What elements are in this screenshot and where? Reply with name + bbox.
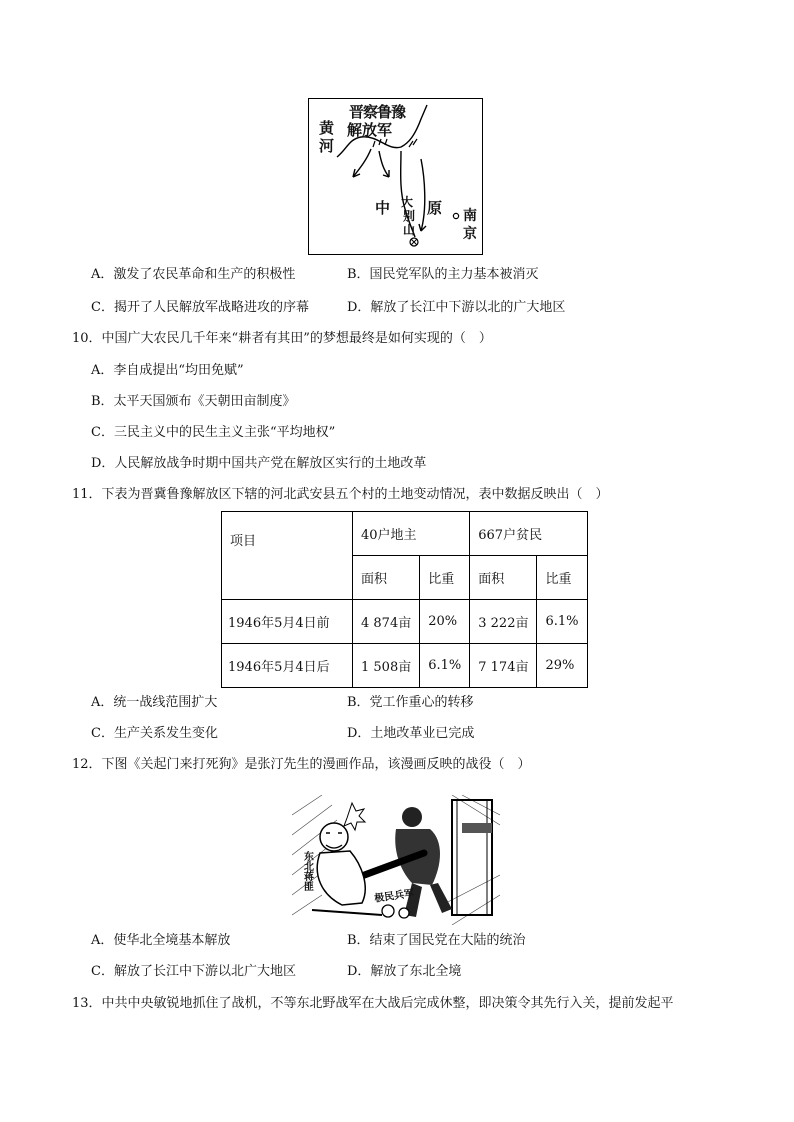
q12-option-c[interactable]: C．解放了长江中下游以北广大地区 — [91, 964, 296, 979]
table-cell: 3 222亩 — [470, 600, 537, 644]
cartoon-label-enemy: 东北蒋匪 — [304, 852, 314, 893]
map-label-nan: 南 — [463, 208, 477, 224]
table-subheader-cell: 比重 — [420, 556, 470, 600]
q9-map — [308, 98, 483, 255]
q13-stem: 13．中共中央敏锐地抓住了战机，不等东北野战军在大战后完成休整，即决策令其先行入关，提前发起平 — [72, 996, 674, 1011]
q12-option-a[interactable]: A．使华北全境基本解放 — [91, 933, 231, 948]
q12-cartoon — [292, 795, 500, 925]
q12-option-d[interactable]: D．解放了东北全境 — [347, 964, 462, 979]
q11-option-d[interactable]: D．土地改革业已完成 — [347, 726, 475, 741]
map-label-yuan: 原 — [427, 199, 443, 217]
map-label-zhong: 中 — [375, 199, 391, 217]
cartoon-drawing — [292, 795, 500, 925]
table-subheader-cell: 面积 — [353, 556, 420, 600]
table-cell: 29% — [537, 644, 587, 688]
map-label-army: 解放军 — [347, 121, 393, 139]
q11-option-a[interactable]: A．统一战线范围扩大 — [91, 695, 218, 710]
table-header-poor: 667户贫民 — [470, 512, 587, 556]
table-cell: 6.1% — [537, 600, 587, 644]
q9-option-d[interactable]: D．解放了长江中下游以北的广大地区 — [347, 300, 566, 315]
map-label-jing: 京 — [463, 226, 477, 242]
table-row-label: 1946年5月4日后 — [222, 644, 353, 688]
map-label-he: 河 — [319, 137, 335, 155]
map-label-huang: 黄 — [319, 119, 335, 137]
q9-option-c[interactable]: C．揭开了人民解放军战略进攻的序幕 — [91, 300, 309, 315]
table-row — [222, 600, 588, 644]
land-change-table — [221, 511, 588, 688]
map-label-shan: 山 — [403, 223, 416, 237]
table-header-landlords: 40户地主 — [353, 512, 470, 556]
q10-option-a[interactable]: A．李自成提出“均田免赋” — [91, 363, 244, 378]
q10-option-d[interactable]: D．人民解放战争时期中国共产党在解放区实行的土地改革 — [91, 456, 427, 471]
q12-option-b[interactable]: B．结束了国民党在大陆的统治 — [347, 933, 526, 948]
table-cell: 4 874亩 — [353, 600, 420, 644]
table-cell: 1 508亩 — [353, 644, 420, 688]
table-cell: 20% — [420, 600, 470, 644]
map-label-bie: 别 — [403, 209, 416, 223]
table-cell: 6.1% — [420, 644, 470, 688]
table-subheader-cell: 比重 — [537, 556, 587, 600]
q11-option-c[interactable]: C．生产关系发生变化 — [91, 726, 218, 741]
map-label-region: 晋察鲁豫 — [349, 103, 406, 121]
table-subheader-cell: 面积 — [470, 556, 537, 600]
q11-stem: 11．下表为晋冀鲁豫解放区下辖的河北武安县五个村的土地变动情况，表中数据反映出（ ） — [72, 487, 609, 502]
map-drawing — [309, 99, 481, 253]
map-label-da: 大 — [401, 195, 414, 209]
table-row — [222, 644, 588, 688]
table-row-label: 1946年5月4日前 — [222, 600, 353, 644]
q10-option-b[interactable]: B．太平天国颁布《天朝田亩制度》 — [91, 394, 296, 409]
q12-stem: 12．下图《关起门来打死狗》是张汀先生的漫画作品，该漫画反映的战役（ ） — [72, 757, 531, 772]
table-cell: 7 174亩 — [470, 644, 537, 688]
cartoon-label-army: 极民兵军 — [373, 888, 415, 905]
table-header-row — [222, 512, 588, 556]
q9-option-b[interactable]: B．国民党军队的主力基本被消灭 — [347, 267, 539, 282]
q11-option-b[interactable]: B．党工作重心的转移 — [347, 695, 474, 710]
q9-option-a[interactable]: A．激发了农民革命和生产的积极性 — [91, 267, 296, 282]
table-header-item — [222, 512, 353, 600]
q10-stem: 10．中国广大农民几千年来“耕者有其田”的梦想最终是如何实现的（ ） — [72, 331, 492, 346]
table-header-item-label: 项目 — [230, 534, 257, 549]
q10-option-c[interactable]: C．三民主义中的民生主义主张“平均地权” — [91, 425, 336, 440]
